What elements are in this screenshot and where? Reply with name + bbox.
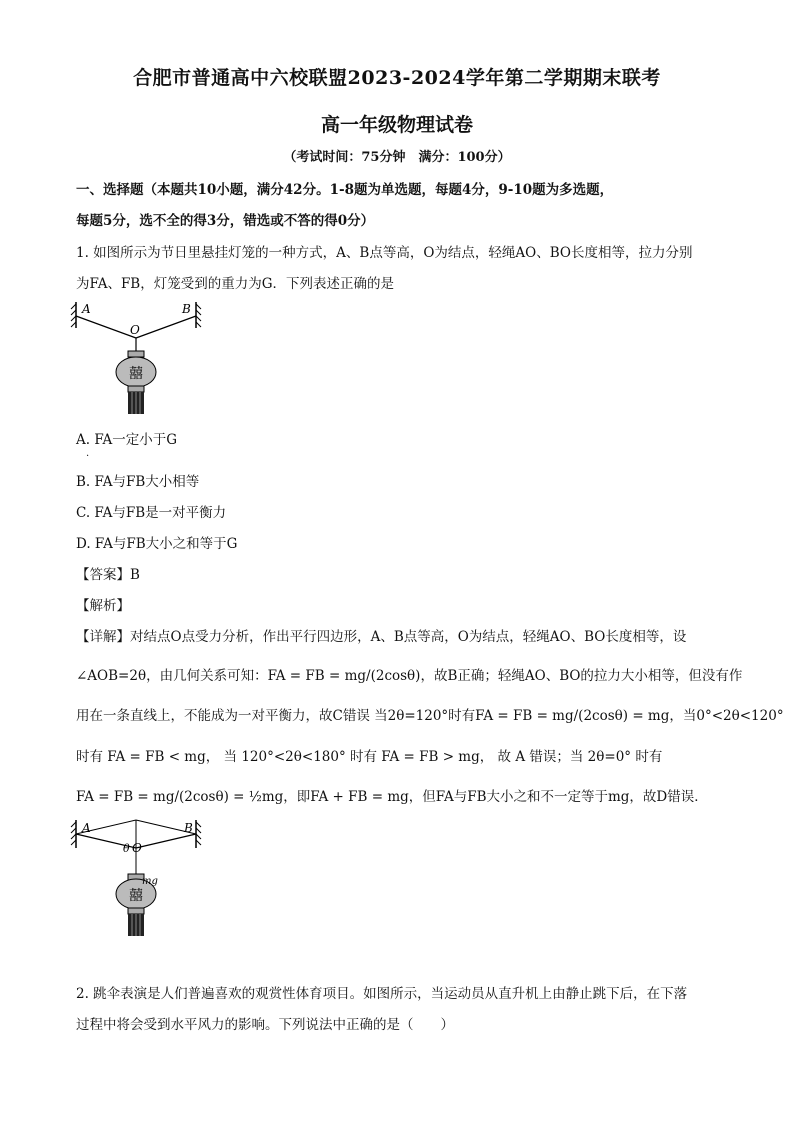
q1-detail-line2: ∠AOB=2θ，由几何关系可知：FA = FB = mg/(2cosθ)，故B正确；轻绳AO、BO的拉力大小相等，但没有作	[76, 668, 743, 684]
q1-detail-line5: FA = FB = mg/(2cosθ) = ½mg，即FA + FB = mg，但FA与FB大小之和不一定等于mg，故D错误．	[76, 789, 708, 805]
q1-option-b: B. FA与FB大小相等	[76, 474, 200, 490]
exam-title: 合肥市普通高中六校联盟2023-2024学年第二学期期末联考	[133, 67, 661, 89]
q1-detail-line4: 时有 FA = FB < mg， 当 120°<2θ<180° 时有 FA = FB > mg， 故 A 错误；当 2θ=0° 时有	[76, 749, 663, 765]
label-b-2: B	[184, 821, 193, 835]
label-theta: θ	[123, 842, 130, 855]
lantern-figure-1	[70, 298, 210, 418]
q1-analysis-label: 【解析】	[76, 598, 130, 614]
q1-stem-line1: 1. 如图所示为节日里悬挂灯笼的一种方式，A、B点等高，O为结点，轻绳AO、BO长度相等，拉力分别	[76, 245, 693, 261]
q2-stem-line1: 2. 跳伞表演是人们普遍喜欢的观赏性体育项目。如图所示，当运动员从直升机上由静止跳下后，在下落	[76, 986, 688, 1002]
stray-dot: .	[86, 448, 90, 459]
q1-detail-line3: 用在一条直线上，不能成为一对平衡力，故C错误 当2θ=120°时有FA = FB = mg/(2cosθ) = mg，当0°<2θ<120°	[76, 708, 784, 724]
lantern-char-2: 囍	[129, 888, 143, 904]
lantern-figure-2	[70, 818, 210, 940]
label-o: O	[130, 323, 140, 337]
exam-subtitle: 高一年级物理试卷	[320, 114, 473, 136]
q1-option-c: C. FA与FB是一对平衡力	[76, 505, 227, 521]
label-a: A	[82, 302, 91, 316]
section-heading-line2: 每题5分，选不全的得3分，错选或不答的得0分）	[76, 213, 375, 229]
q2-stem-line2: 过程中将会受到水平风力的影响。下列说法中正确的是（ ）	[76, 1017, 454, 1033]
label-mg: mg	[142, 876, 158, 887]
label-b: B	[182, 302, 191, 316]
label-a-2: A	[82, 821, 91, 835]
exam-info: （考试时间：75分钟 满分：100分）	[283, 150, 511, 165]
q1-detail-line1: 【详解】对结点O点受力分析，作出平行四边形，A、B点等高，O为结点，轻绳AO、BO长度相等，设	[76, 629, 687, 645]
lantern-char: 囍	[129, 366, 143, 382]
q1-option-a: A. FA一定小于G	[76, 432, 178, 448]
label-o-2: O	[132, 841, 142, 855]
q1-answer: 【答案】B	[76, 567, 140, 583]
q1-option-d: D. FA与FB大小之和等于G	[76, 536, 238, 552]
section-heading-line1: 一、选择题（本题共10小题，满分42分。1-8题为单选题，每题4分，9-10题为多选题，	[76, 182, 614, 198]
q1-stem-line2: 为FA、FB，灯笼受到的重力为G．下列表述正确的是	[76, 276, 395, 292]
